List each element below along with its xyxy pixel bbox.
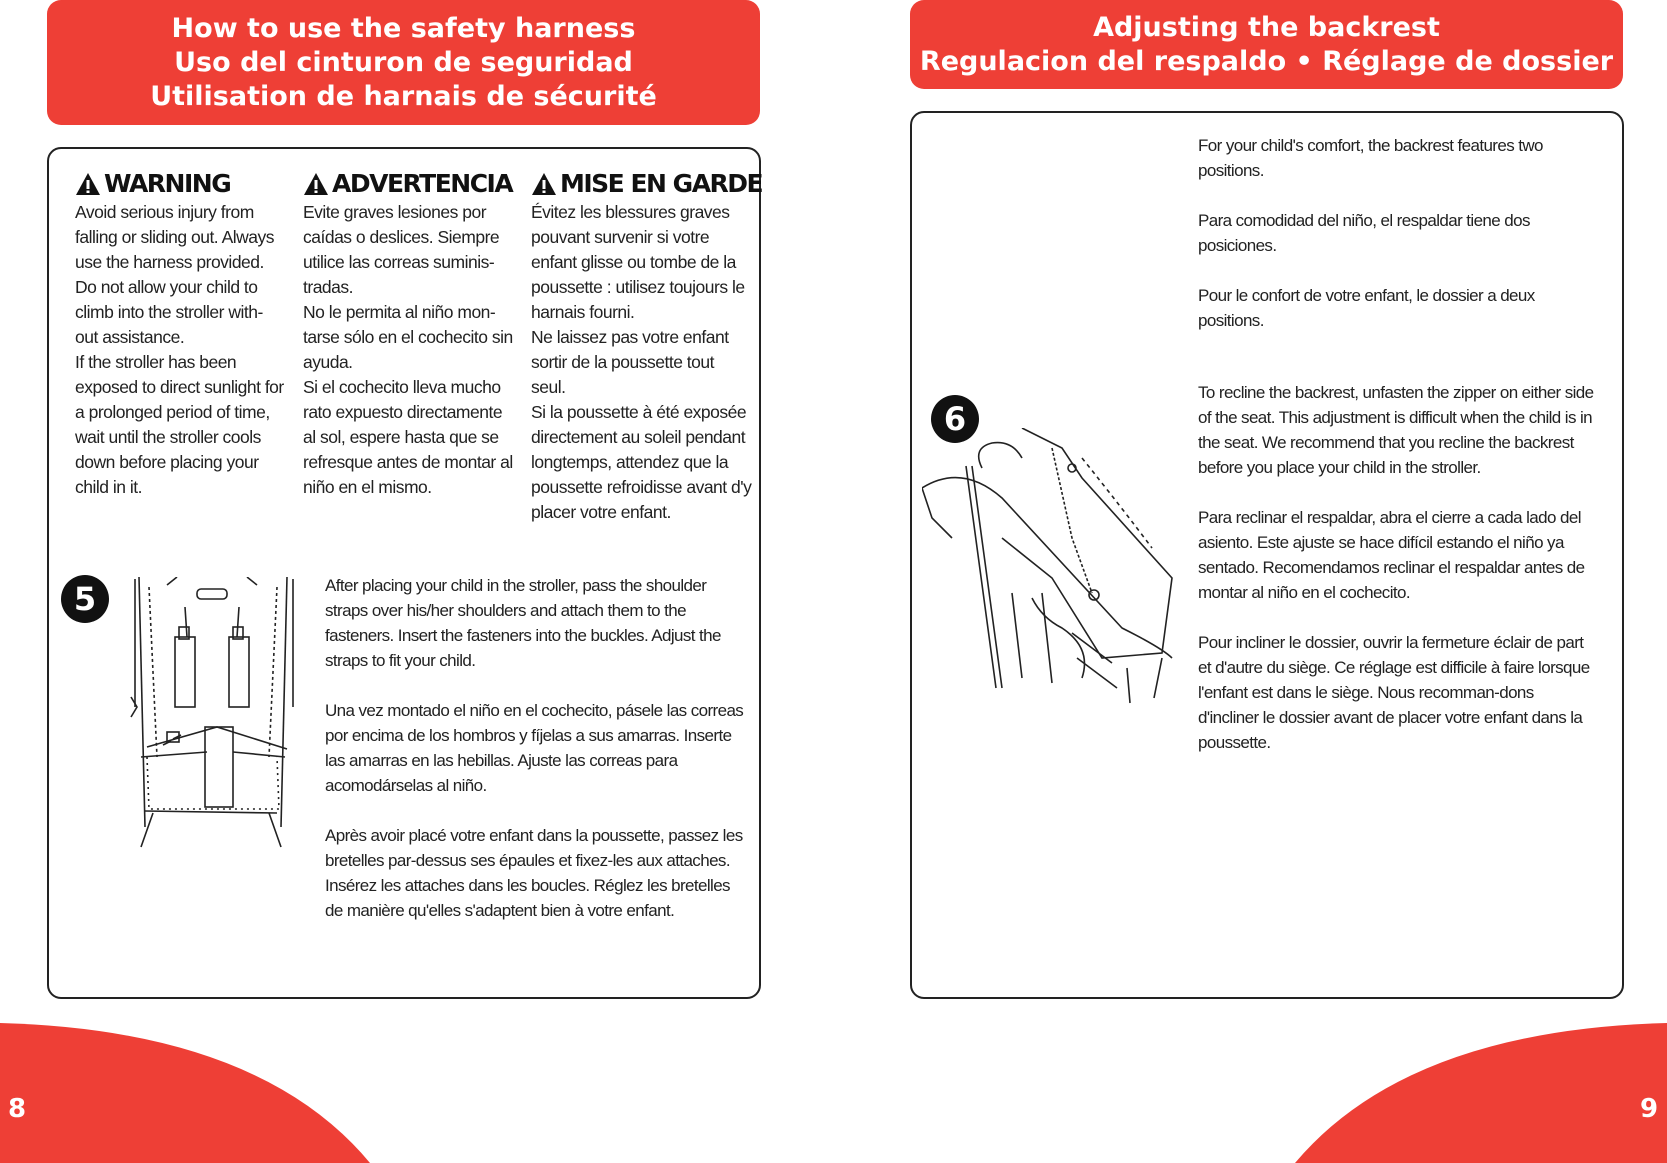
backrest-illustration <box>922 428 1192 708</box>
warning-fr <box>531 169 763 525</box>
warning-heading: WARNING <box>75 169 303 198</box>
harness-panel <box>47 147 761 999</box>
page-number: 9 <box>1640 1094 1659 1124</box>
step-5-instructions: After placing your child in the stroller, pass the shoulder straps over his/her shoulders and attach them to the fasteners. Insert the fasteners into the buckles. Adjust the straps to fit your child. Una vez montado el niño en el cochecito, pásele las correas por encima de los hombros y fíjelas a sus amarras. Inserte las amarras en las hebillas. Ajuste las correas para acomodárselas al niño. Après avoir placé votre enfant dans la poussette, passez les bretelles par-dessus ses épaules et fixez-les aux attaches. Insérez les attaches dans les boucles. Réglez les bretelles de manière qu'elles s'adaptent bien à votre enfant. <box>325 576 744 920</box>
warning-triangle-icon <box>75 172 101 196</box>
step-number-badge: 5 <box>61 575 109 623</box>
title-fr: Utilisation de harnais de sécurité <box>150 80 657 112</box>
page-number: 8 <box>8 1094 27 1124</box>
warning-text: Évitez les blessures graves pouvant survenir si votre enfant glisse ou tombe de la poussette : utilisez toujours le harnais fourni. Ne laissez pas votre enfant sortir de la poussette tout seul. Si la poussette à été exposée directement au soleil pendant longtemps, attendez que la poussette refroidisse avant d'y placer votre enfant. <box>531 202 752 522</box>
corner-decoration-right <box>1287 1020 1667 1163</box>
warning-triangle-icon <box>303 172 329 196</box>
warning-heading: ADVERTENCIA <box>303 169 531 198</box>
warning-heading: MISE EN GARDE <box>531 169 763 198</box>
warning-es <box>303 169 531 500</box>
corner-decoration-left <box>0 1020 380 1163</box>
backrest-panel <box>910 111 1624 999</box>
warning-triangle-icon <box>531 172 557 196</box>
harness-illustration <box>127 577 297 849</box>
title-en: Adjusting the backrest <box>1093 11 1440 43</box>
title-en: How to use the safety harness <box>171 12 636 44</box>
page-title-backrest <box>910 0 1623 89</box>
step-6-instructions: For your child's comfort, the backrest features two positions. Para comodidad del niño, el respaldar tiene dos posiciones. Pour le confort de votre enfant, le dossier a deux positions. To recline the backrest, unfasten the zipper on either side of the seat. This adjustment is difficult when the child is in the seat. We recommend that you recline the backrest before you place your child in the stroller. Para reclinar el respaldar, abra el cierre a cada lado del asiento. Este ajuste se hace difícil estando el niño ya sentado. Recomendamos reclinar el respaldar antes de montar al niño en el cochecito. Pour incliner le dossier, ouvrir la fermeture éclair de part et d'autre du siège. Ce réglage est difficile à faire lorsque l'enfant est dans le siège. Nous recomman-dons d'incliner le dossier avant de placer votre enfant dans la poussette. <box>1198 136 1594 752</box>
title-es: Uso del cinturon de seguridad <box>174 46 633 78</box>
warning-text: Avoid serious injury from falling or sliding out. Always use the harness provided. Do not allow your child to climb into the stroller with- out assistance. If the stroller has been exposed to direct sunlight for a prolonged period of time, wait until the stroller cools down before placing your child in it. <box>75 202 284 497</box>
warning-text: Evite graves lesiones por caídas o deslices. Siempre utilice las correas suminis- tradas. No le permita al niño mon- tarse sólo en el cochecito sin ayuda. Si el cochecito lleva mucho rato expuesto directamente al sol, espere hasta que se refresque antes de montar al niño en el mismo. <box>303 202 513 497</box>
title-es-fr: Regulacion del respaldo • Réglage de dossier <box>919 45 1614 77</box>
step-number-badge: 6 <box>931 395 979 443</box>
warning-en <box>75 169 303 500</box>
page-title-harness <box>47 0 760 125</box>
